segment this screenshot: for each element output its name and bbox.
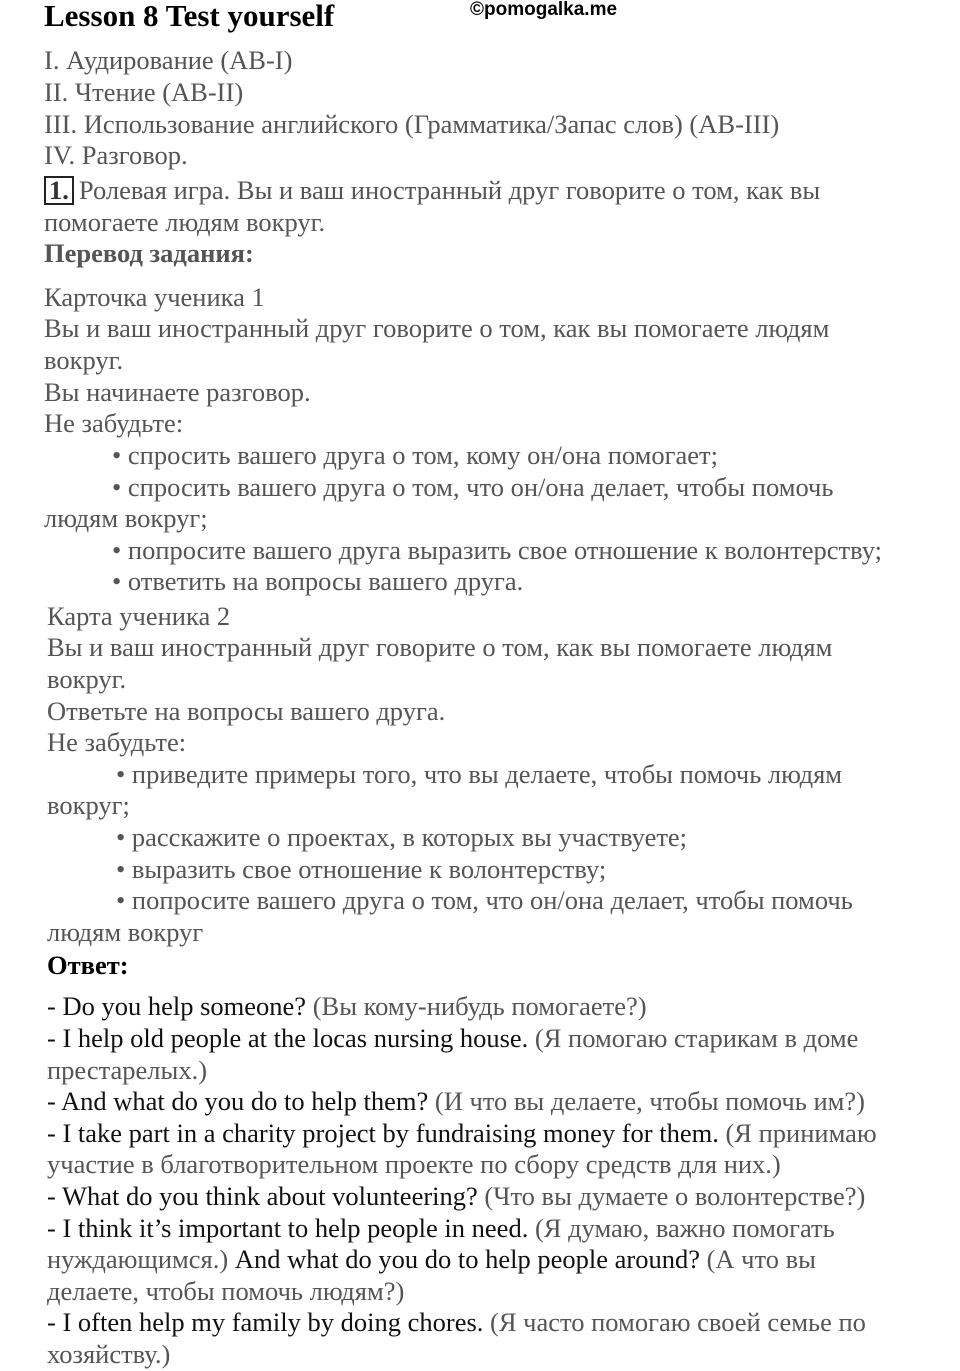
section-use-of-english: III. Использование английского (Грамматика/Запас слов) (AB-III)	[44, 109, 780, 139]
answer-heading: Ответ:	[47, 950, 129, 980]
task-number: 1.	[44, 176, 74, 205]
answer-line-9	[47, 1244, 816, 1276]
card1-line: Вы и ваш иностранный друг говорите о том, как вы помогаете людям	[44, 313, 830, 343]
card1-line: людям вокруг;	[44, 503, 208, 533]
answer-line-4	[47, 1086, 865, 1118]
answer-ru: участие в благотворительном проекте по сбору средств для них.)	[47, 1149, 781, 1179]
section-listening: I. Аудирование (AB-I)	[44, 45, 293, 75]
card2-bullet: • попросите вашего друга о том, что он/она делает, чтобы помочь	[116, 885, 853, 915]
answer-en: - I think it’s important to help people in need.	[47, 1213, 529, 1243]
card2-title: Карта ученика 2	[47, 601, 231, 631]
section-speaking: IV. Разговор.	[44, 140, 188, 170]
answer-ru: (Я помогаю старикам в доме	[534, 1023, 859, 1053]
card1-bullet: • спросить вашего друга о том, что он/она делает, чтобы помочь	[112, 472, 834, 502]
answer-ru: делаете, чтобы помочь людям?)	[47, 1276, 405, 1306]
answer-ru: престарелых.)	[47, 1055, 208, 1085]
card1-title: Карточка ученика 1	[44, 282, 265, 312]
card2-line: вокруг;	[47, 790, 130, 820]
answer-ru: (Вы кому-нибудь помогаете?)	[312, 991, 647, 1021]
card2-line: вокруг.	[47, 664, 127, 694]
card2-bullet: • выразить свое отношение к волонтерству;	[116, 854, 607, 884]
task-text-2: помогаете людям вокруг.	[44, 207, 326, 237]
card1-line: вокруг.	[44, 345, 124, 375]
answer-line-7	[47, 1181, 865, 1213]
translation-heading: Перевод задания:	[44, 238, 254, 268]
answer-en: - I take part in a charity project by fundraising money for them.	[47, 1118, 719, 1148]
answer-line-11	[47, 1307, 866, 1339]
answer-line-1	[47, 991, 647, 1023]
answer-ru: (Что вы думаете о волонтерстве?)	[484, 1181, 866, 1211]
card2-line: Ответьте на вопросы вашего друга.	[47, 696, 446, 726]
answer-ru: (А что вы	[706, 1244, 816, 1274]
answer-line-2	[47, 1023, 858, 1055]
answer-en: - I help old people at the locas nursing house.	[47, 1023, 529, 1053]
page-title: Lesson 8 Test yourself	[44, 0, 335, 33]
card1-bullet: • ответить на вопросы вашего друга.	[112, 566, 524, 596]
answer-ru: (И что вы делаете, чтобы помочь им?)	[434, 1086, 865, 1116]
answer-en: - What do you think about volunteering?	[47, 1181, 478, 1211]
card2-line: людям вокруг	[47, 917, 204, 947]
card2-bullet: • расскажите о проектах, в которых вы участвуете;	[116, 822, 688, 852]
answer-ru: (Я думаю, важно помогать	[534, 1213, 835, 1243]
watermark: ©pomogalka.me	[470, 0, 618, 20]
answer-ru: нуждающимся.)	[47, 1244, 229, 1274]
card1-bullet: • спросить вашего друга о том, кому он/она помогает;	[112, 440, 718, 470]
card2-bullet: • приведите примеры того, что вы делаете, чтобы помочь людям	[116, 759, 843, 789]
card2-line: Вы и ваш иностранный друг говорите о том, как вы помогаете людям	[47, 632, 833, 662]
answer-ru: (Я принимаю	[725, 1118, 877, 1148]
section-reading: II. Чтение (AB-II)	[44, 77, 244, 107]
task-line-1	[44, 175, 820, 207]
answer-en: - Do you help someone?	[47, 991, 307, 1021]
answer-line-5	[47, 1118, 877, 1150]
answer-en: And what do you do to help people around?	[234, 1244, 700, 1274]
card1-line: Не забудьте:	[44, 408, 184, 438]
card1-bullet: • попросите вашего друга выразить свое отношение к волонтерству;	[112, 535, 883, 565]
answer-ru: (Я часто помогаю своей семье по	[490, 1307, 866, 1337]
card1-line: Вы начинаете разговор.	[44, 377, 311, 407]
answer-ru: хозяйству.)	[47, 1339, 171, 1369]
task-text-1: Ролевая игра. Вы и ваш иностранный друг говорите о том, как вы	[78, 175, 821, 205]
answer-en: - And what do you do to help them?	[47, 1086, 429, 1116]
answer-line-8	[47, 1213, 835, 1245]
answer-en: - I often help my family by doing chores.	[47, 1307, 484, 1337]
card2-line: Не забудьте:	[47, 727, 187, 757]
